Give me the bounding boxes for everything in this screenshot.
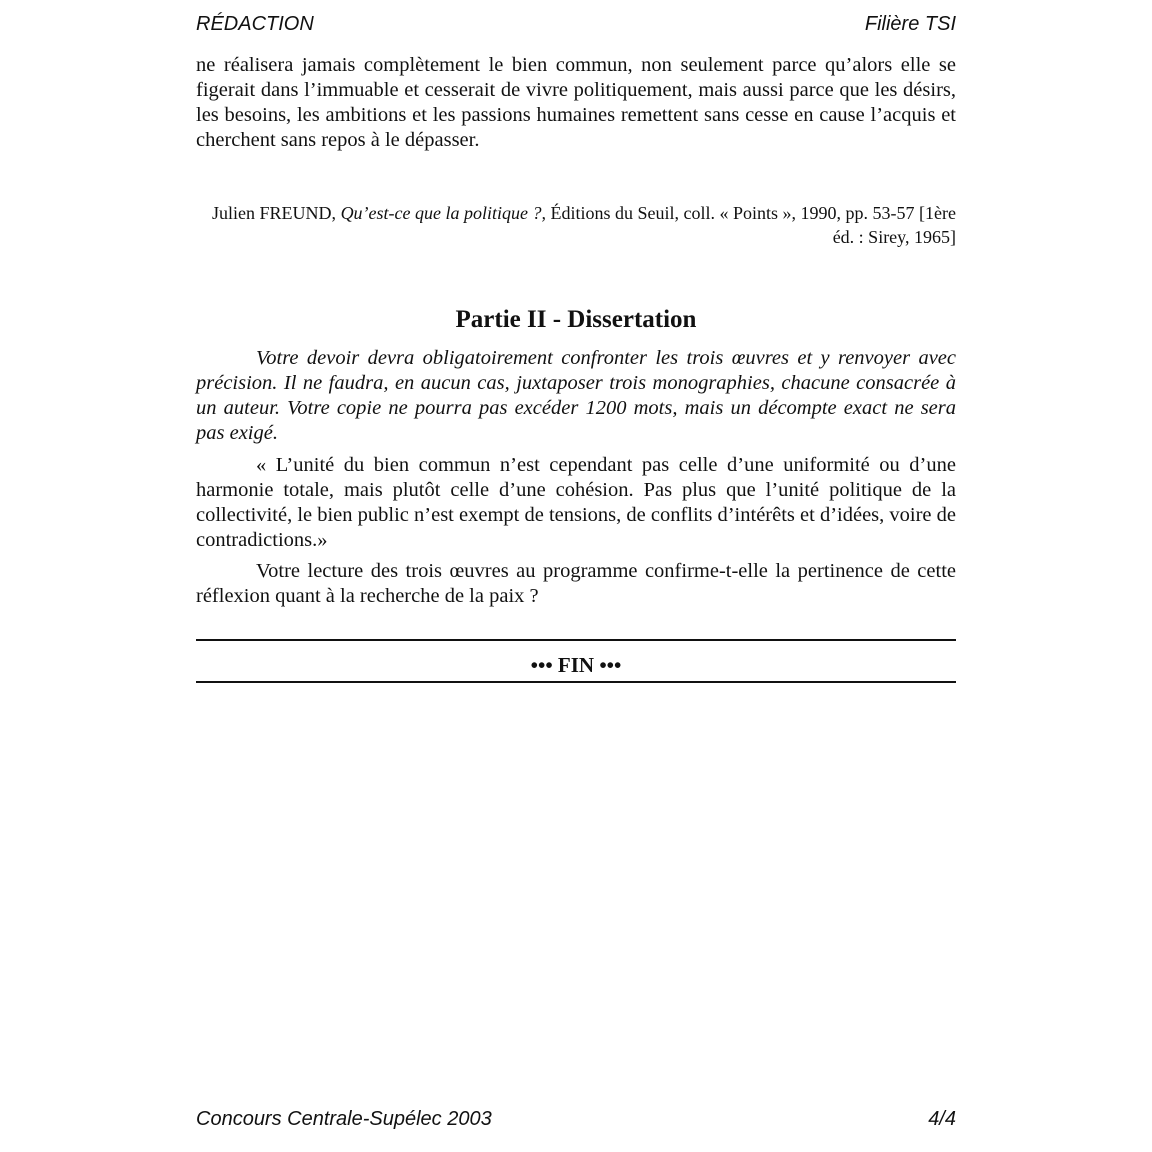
quote-block: [196, 453, 956, 553]
continuation-paragraph: ne réalisera jamais complètement le bien commun, non seulement parce qu’alors elle se figerait dans l’immuable et cesserait de vivre politiquement, mais aussi parce que les désirs, les besoins, les ambitions et les passions humaines remettent sans cesse en cause l’acquis et cherchent sans repos à le dépasser.: [196, 54, 956, 151]
question-block: [196, 559, 956, 609]
section-title: Partie II - Dissertation: [455, 306, 697, 333]
instructions-block: [196, 346, 956, 446]
instructions-paragraph: Votre devoir devra obligatoirement confronter les trois œuvres et y renvoyer avec précision. Il ne faudra, en aucun cas, juxtaposer trois monographies, chacune consacrée à un auteur. Votre copie ne pourra pas excéder 1200 mots, mais un décompte exact ne sera pas exigé.: [196, 347, 956, 444]
page-header: [196, 12, 956, 36]
question-paragraph: Votre lecture des trois œuvres au programme confirme-t-elle la pertinence de cette réflexion quant à la recherche de la paix ?: [196, 560, 956, 607]
quote-paragraph: « L’unité du bien commun n’est cependant pas celle d’une uniformité ou d’une harmonie totale, mais plutôt celle d’une cohésion. Pas plus que l’unité politique de la collectivité, le bien public n’est exempt de tensions, de conflits d’intérêts et d’idées, voire de contradictions.»: [196, 454, 956, 551]
footer-page-number: 4/4: [928, 1108, 956, 1130]
citation-details: Éditions du Seuil, coll. « Points », 1990, pp. 53-57 [1ère éd. : Sirey, 1965]: [546, 203, 956, 247]
end-marker: ••• FIN •••: [530, 653, 622, 677]
continuation-paragraph-block: [196, 53, 956, 153]
header-subject: RÉDACTION: [196, 13, 314, 35]
divider-bottom: [196, 681, 956, 683]
citation-title: Qu’est-ce que la politique ?,: [340, 203, 547, 223]
footer-exam-name: Concours Centrale-Supélec 2003: [196, 1108, 492, 1130]
header-track: Filière TSI: [864, 13, 956, 35]
source-citation: [196, 201, 956, 249]
divider-top: [196, 639, 956, 641]
page-footer: [196, 1107, 956, 1131]
citation-author: Julien FREUND,: [212, 203, 341, 223]
